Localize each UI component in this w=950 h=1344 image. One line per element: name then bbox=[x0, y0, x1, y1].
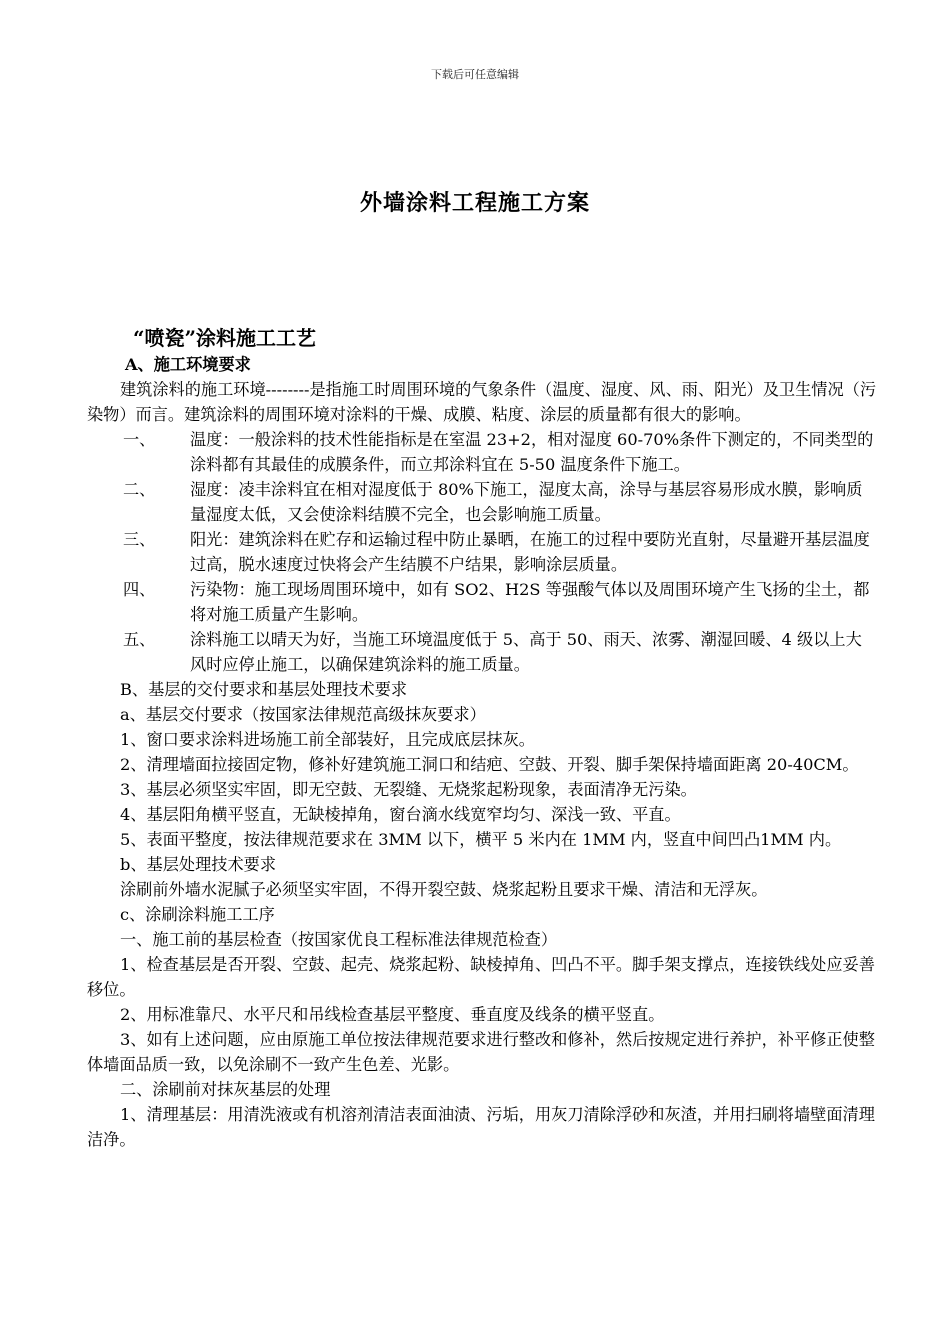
paragraph-b: 涂刷前外墙水泥腻子必须坚实牢固，不得开裂空鼓、烧浆起粉且要求干燥、清洁和无浮灰。 bbox=[120, 880, 768, 899]
list-item-text: 涂料施工以晴天为好，当施工环境温度低于 5、高于 50、雨天、浓雾、潮湿回暖、4 级以上大风时应停止施工，以确保建筑涂料的施工质量。 bbox=[190, 630, 862, 674]
list-item-number: 五、 bbox=[123, 630, 156, 649]
paragraph-a1: 1、窗口要求涂料进场施工前全部装好，且完成底层抹灰。 bbox=[120, 730, 535, 749]
section-title: “喷瓷”涂料施工工艺 bbox=[133, 326, 317, 350]
list-item-text: 温度：一般涂料的技术性能指标是在室温 23+2，相对湿度 60-70%条件下测定的，不同类型的涂料都有其最佳的成膜条件，而立邦涂料宜在 5-50 温度条件下施工。 bbox=[190, 430, 874, 474]
list-item bbox=[87, 477, 877, 527]
list-item-text: 湿度：凌丰涂料宜在相对湿度低于 80%下施工，湿度太高，涂导与基层容易形成水膜，影响质量湿度太低，又会使涂料结膜不完全，也会影响施工质量。 bbox=[190, 480, 863, 524]
paragraph-a3: 3、基层必须坚实牢固，即无空鼓、无裂缝、无烧浆起粉现象，表面清净无污染。 bbox=[120, 780, 697, 799]
heading-a-sub: a、基层交付要求（按国家法律规范高级抹灰要求） bbox=[120, 705, 486, 724]
document-title: 外墙涂料工程施工方案 bbox=[359, 190, 590, 216]
heading-b-sub: b、基层处理技术要求 bbox=[120, 855, 277, 874]
document-body bbox=[87, 352, 877, 1152]
paragraph-a4: 4、基层阳角横平竖直，无缺棱掉角，窗台滴水线宽窄均匀、深浅一致、平直。 bbox=[120, 805, 681, 824]
list-item bbox=[87, 577, 877, 627]
list-item bbox=[87, 527, 877, 577]
list-item-number: 四、 bbox=[123, 580, 156, 599]
heading-c-sub: c、涂刷涂料施工工序 bbox=[120, 905, 275, 924]
list-item-text: 阳光：建筑涂料在贮存和运输过程中防止暴晒，在施工的过程中要防光直射，尽量避开基层温度过高，脱水速度过快将会产生结膜不户结果，影响涂层质量。 bbox=[190, 530, 870, 574]
heading-c2: 二、涂刷前对抹灰基层的处理 bbox=[120, 1080, 331, 1099]
list-item bbox=[87, 627, 877, 677]
list-item-number: 一、 bbox=[123, 430, 156, 449]
paragraph-c1-3: 3、如有上述问题，应由原施工单位按法律规范要求进行整改和修补，然后按规定进行养护，补平修正使整体墙面品质一致，以免涂刷不一致产生色差、光影。 bbox=[87, 1030, 875, 1074]
paragraph-c1-2: 2、用标准靠尺、水平尺和吊线检查基层平整度、垂直度及线条的横平竖直。 bbox=[120, 1005, 665, 1024]
list-item-number: 二、 bbox=[123, 480, 156, 499]
heading-b: B、基层的交付要求和基层处理技术要求 bbox=[120, 680, 408, 699]
paragraph-c1-1: 1、检查基层是否开裂、空鼓、起壳、烧浆起粉、缺棱掉角、凹凸不平。脚手架支撑点，连接铁线处应妥善移位。 bbox=[87, 955, 875, 999]
paragraph-a-intro: 建筑涂料的施工环境--------是指施工时周围环境的气象条件（温度、湿度、风、雨、阳光）及卫生情况（污染物）而言。建筑涂料的周围环境对涂料的干燥、成膜、粘度、涂层的质量都有很大的影响。 bbox=[87, 380, 877, 424]
heading-a: A、施工环境要求 bbox=[125, 355, 251, 374]
list-item-text: 污染物：施工现场周围环境中，如有 SO2、H2S 等强酸气体以及周围环境产生飞扬的尘土，都将对施工质量产生影响。 bbox=[190, 580, 870, 624]
list-item-number: 三、 bbox=[123, 530, 156, 549]
list-item bbox=[87, 427, 877, 477]
header-note: 下载后可任意编辑 bbox=[431, 68, 519, 81]
heading-c1: 一、施工前的基层检查（按国家优良工程标准法律规范检查） bbox=[120, 930, 558, 949]
paragraph-a5: 5、表面平整度，按法律规范要求在 3MM 以下，横平 5 米内在 1MM 内，竖直中间凹凸1MM 内。 bbox=[120, 830, 842, 849]
paragraph-c2-1: 1、清理基层：用清洗液或有机溶剂清洁表面油渍、污垢，用灰刀清除浮砂和灰渣，并用扫刷将墙壁面清理洁净。 bbox=[87, 1105, 875, 1149]
paragraph-a2: 2、清理墙面拉接固定物，修补好建筑施工洞口和结疤、空鼓、开裂、脚手架保持墙面距离 20-40CM。 bbox=[120, 755, 859, 774]
